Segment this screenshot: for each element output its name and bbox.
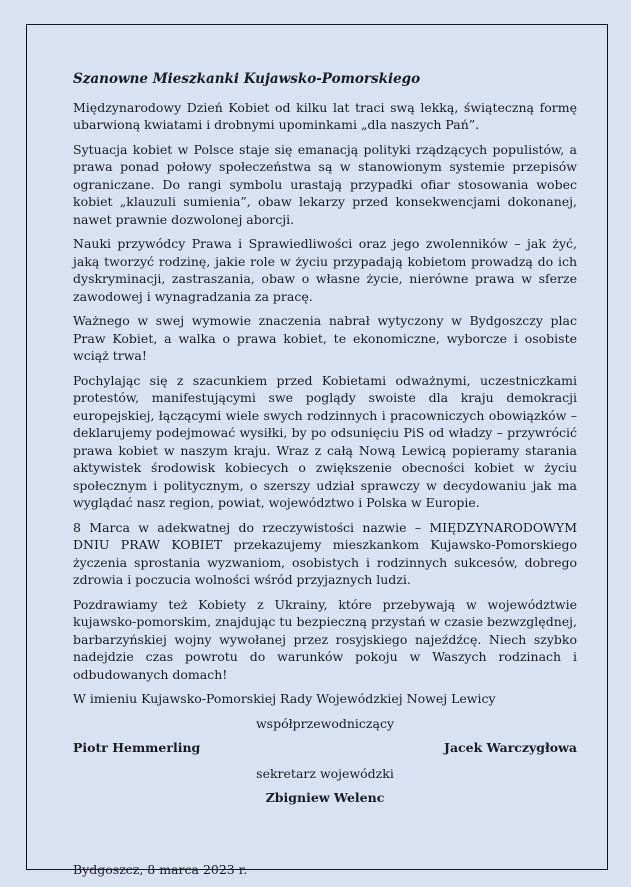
paragraph-4: Ważnego w swej wymowie znaczenia nabrał wytyczony w Bydgoszczy plac Praw Kobiet, a walka o prawa kobiet, te ekonomiczne, wyborcze i osobiste wciąż trwa!	[73, 313, 577, 363]
closing-line: W imieniu Kujawsko-Pomorskiej Rady Wojewódzkiej Nowej Lewicy	[73, 691, 496, 706]
salutation: Szanowne Mieszkanki Kujawsko-Pomorskiego	[73, 71, 421, 87]
paragraph-1: Międzynarodowy Dzień Kobiet od kilku lat traci swą lekką, świąteczną formę ubarwioną kwiatami i drobnymi upominkami „dla naszych Pań”.	[73, 99, 577, 132]
letter-content	[27, 25, 607, 878]
paragraph-5: Pochylając się z szacunkiem przed Kobietami odważnymi, uczestniczkami protestów, manifestującymi swe poglądy swoiste dla kraju demokracji europejskiej, łączącymi wiele swych rodzinnych i pracowniczych obowiązków – deklarujemy podejmować wysiłki, by po odsunięciu PiS od władzy – przywrócić prawa kobiet w naszym kraju. Wraz z całą Nową Lewicą popieramy starania aktywistek środowisk kobiecych o zwiększenie obecności kobiet w życiu społecznym i politycznym, o szerszy udział sprawczy w decydowaniu jak ma wyglądać nasz region, powiat, województwo i Polska w Europie.	[73, 372, 577, 510]
dateline: Bydgoszcz, 8 marca 2023 r.	[73, 861, 248, 877]
paragraph-6: 8 Marca w adekwatnej do rzeczywistości nazwie – MIĘDZYNARODOWYM DNIU PRAW KOBIET przekazujemy mieszkankom Kujawsko-Pomorskiego życzenia sprostania wyzwaniom, osobistych i rodzinnych sukcesów, dobrego zdrowia i poczucia wolności wśród przyjaznych ludzi.	[73, 519, 577, 587]
secretary-role-label: sekretarz wojewódzki	[256, 765, 394, 781]
signature-row	[73, 739, 577, 757]
paragraph-2: Sytuacja kobiet w Polsce staje się emanacją polityki rządzących populistów, a prawa ponad połowy społeczeństwa są w stanowionym systemie przepisów ograniczane. Do rangi symbolu urastają przypadki ofiar stosowania wobec kobiet „klauzuli sumienia”, obaw lekarzy przed konsekwencjami dokonanej, nawet prawnie dozwolonej aborcji.	[73, 141, 577, 227]
secretary-name: Zbigniew Welenc	[265, 790, 385, 805]
signature-name-right: Jacek Warczygłowa	[444, 740, 577, 755]
co-chair-role-label: współprzewodniczący	[255, 715, 395, 731]
signature-name-left: Piotr Hemmerling	[73, 740, 201, 755]
letter-sheet	[26, 24, 608, 877]
paragraph-7: Pozdrawiamy też Kobiety z Ukrainy, które przebywają w województwie kujawsko-pomorskim, znajdując tu bezpieczną przystań w czasie bezwzględnej, barbarzyńskiej wojny wywołanej przez rosyjskiego najeźdźcę. Niech szybko nadejdzie czas powrotu do warunków pokoju w Waszych rodzinach i odbudowanych domach!	[73, 596, 577, 682]
paragraph-3: Nauki przywódcy Prawa i Sprawiedliwości oraz jego zwolenników – jak żyć, jaką tworzyć rodzinę, jakie role w życiu przypadają kobietom prowadzą do ich dyskryminacji, zastraszania, obaw o własne życie, nierówne prawa w sferze zawodowej i wynagradzania za pracę.	[73, 236, 577, 304]
